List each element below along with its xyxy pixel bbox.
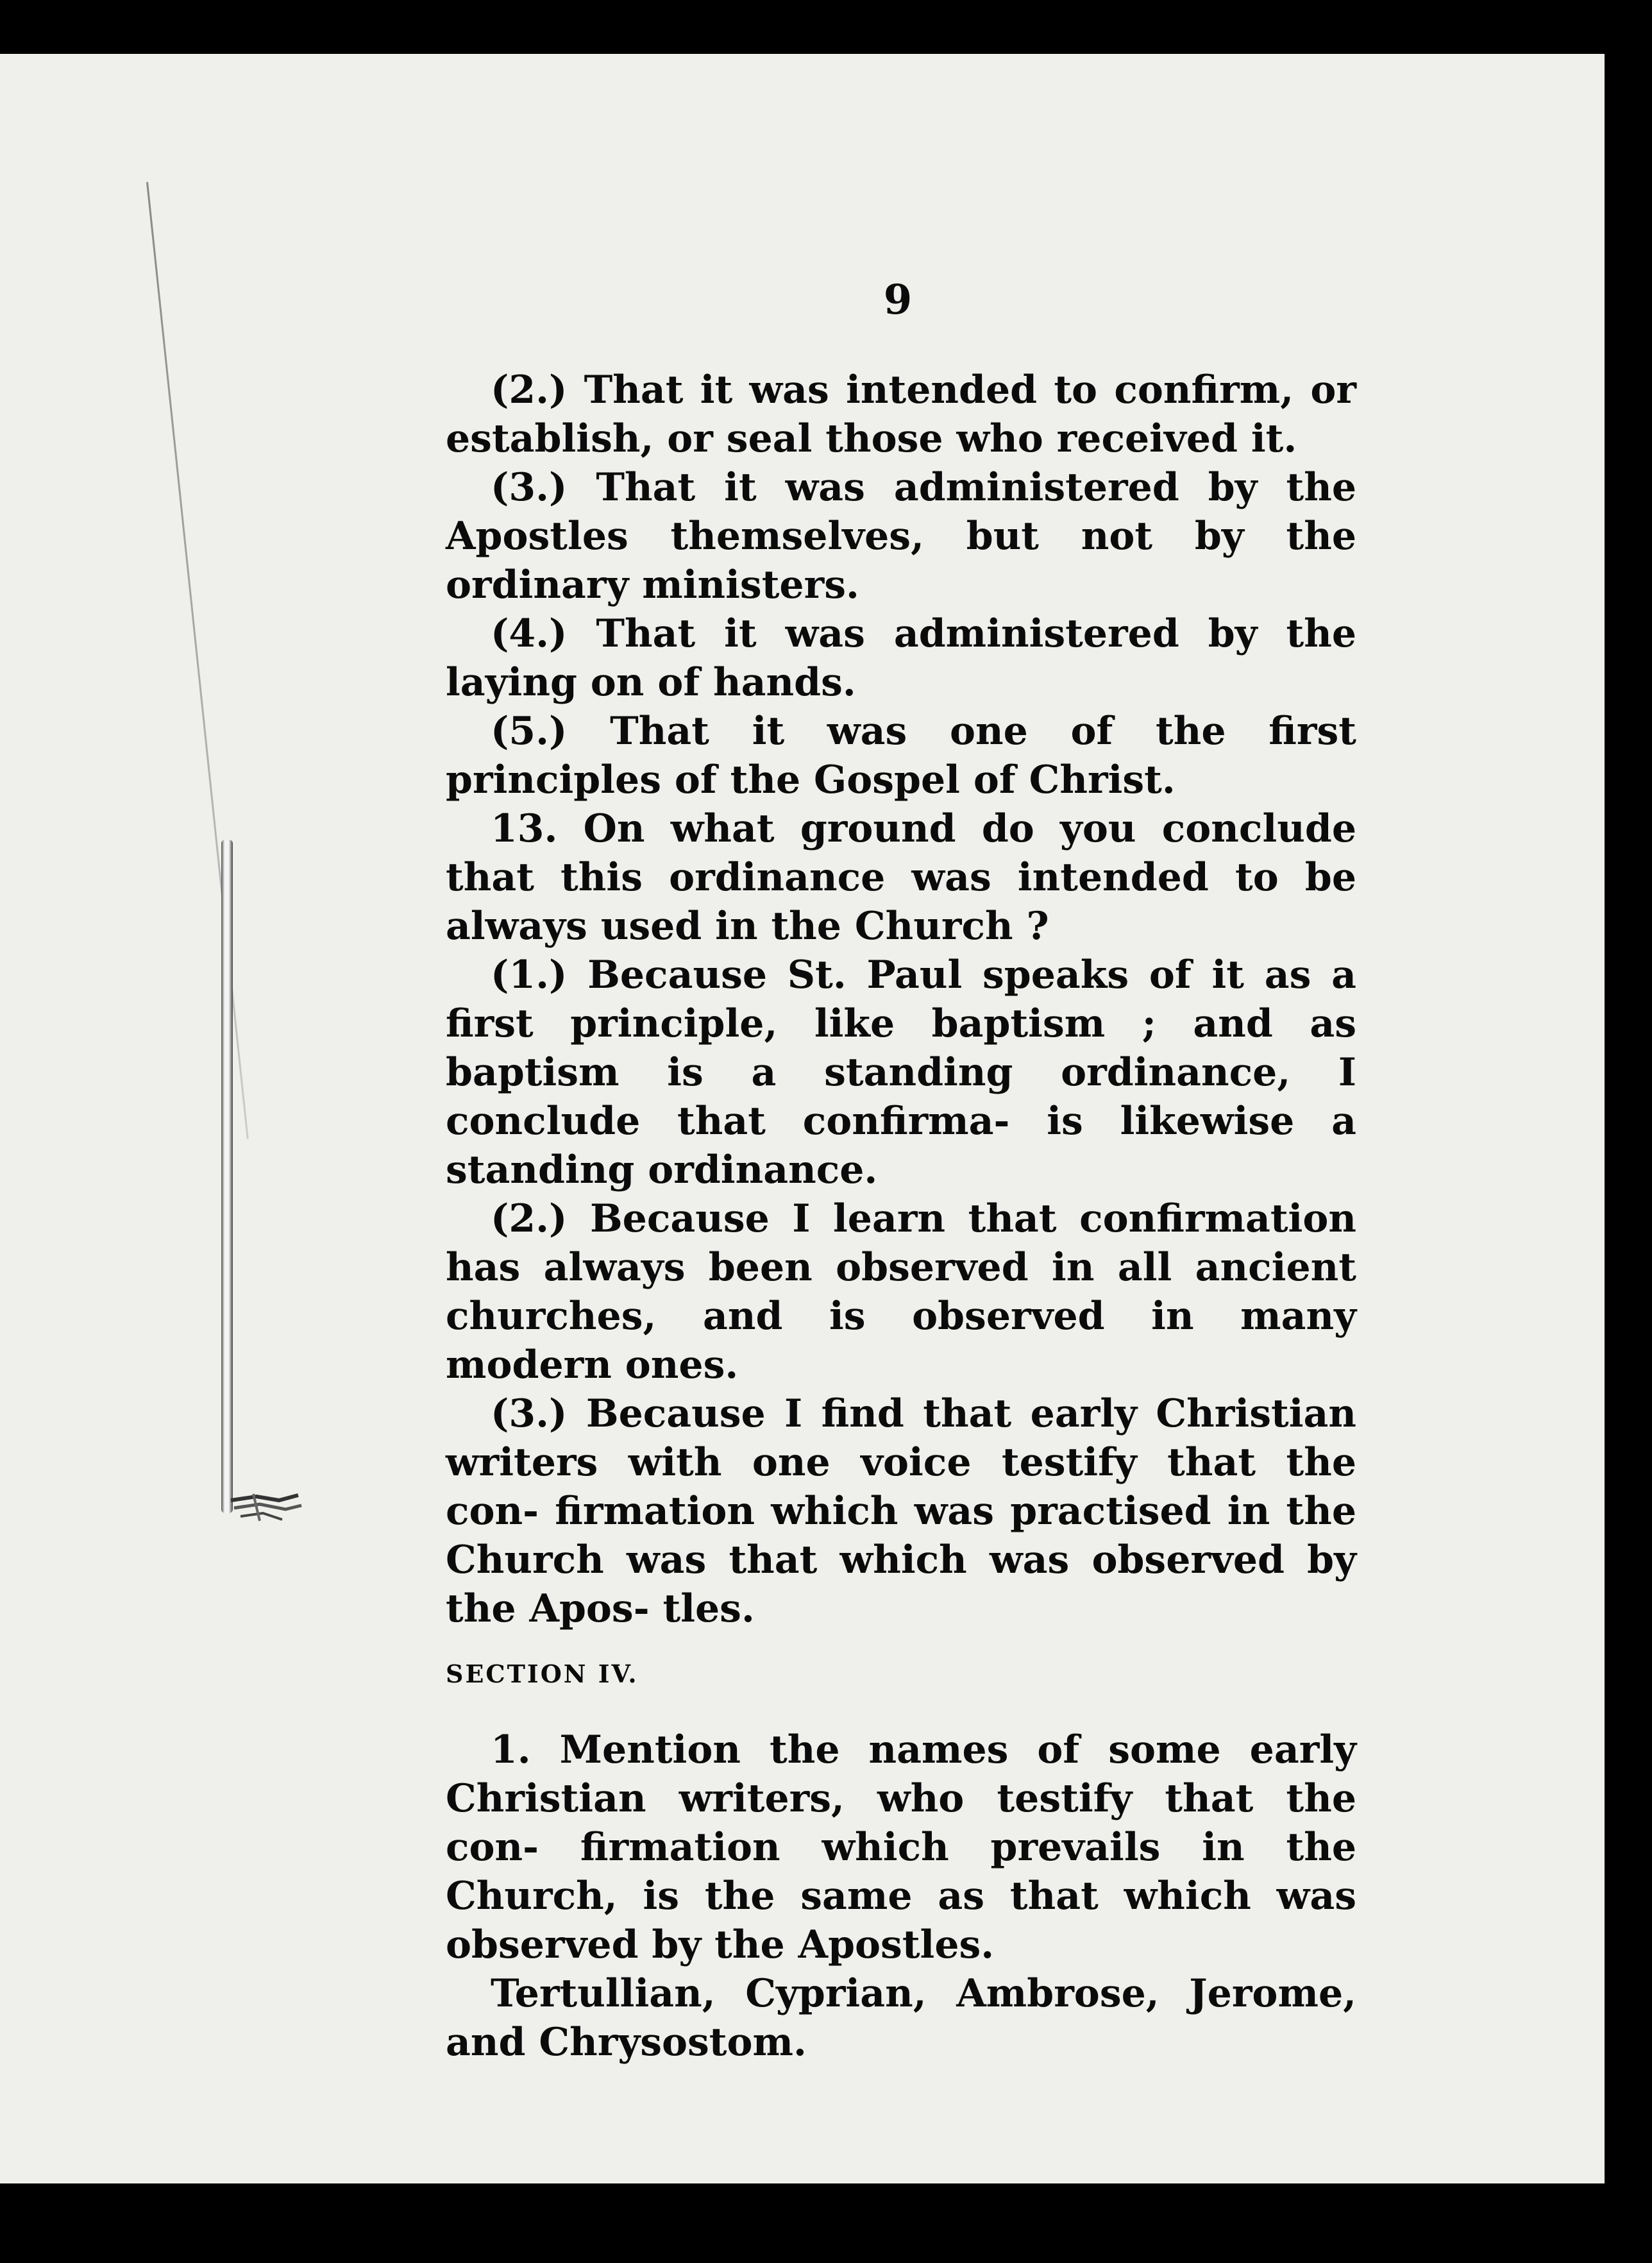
paragraph: (1.) Because St. Paul speaks of it as a first principle, like baptism ; and as baptism is a standing ordinance, I conclude that confirma- is likewise a standing ordinance. <box>446 953 1356 1192</box>
page-fold-line <box>146 182 249 1139</box>
answer-paragraph: Tertullian, Cyprian, Ambrose, Jerome, and Chrysostom. <box>446 1971 1356 2065</box>
page-number: 9 <box>883 276 913 324</box>
body-text <box>446 366 1356 2067</box>
paragraph: (3.) That it was administered by the Apostles themselves, but not by the ordinary ministers. <box>446 465 1356 607</box>
thread-knot-icon <box>228 1481 305 1532</box>
paragraph: (5.) That it was one of the first principles of the Gospel of Christ. <box>446 709 1356 802</box>
paragraph: (2.) That it was intended to confirm, or establish, or seal those who received it. <box>446 368 1356 461</box>
question-paragraph: 1. Mention the names of some early Christian writers, who testify that the con- firmation which prevails in the Church, is the same as that which was observed by the Apostles. <box>446 1727 1356 1967</box>
paragraph: (2.) Because I learn that confirmation has always been observed in all ancient churches, and is observed in many modern ones. <box>446 1196 1356 1387</box>
paragraph: (3.) Because I find that early Christian writers with one voice testify that the con- firmation which was practised in the Church was that which was observed by the Apos- tles. <box>446 1391 1356 1631</box>
question-paragraph: 13. On what ground do you conclude that this ordinance was intended to be always used in the Church ? <box>446 806 1356 949</box>
paragraph: (4.) That it was administered by the laying on of hands. <box>446 611 1356 705</box>
binding-thread <box>221 840 233 1513</box>
section-heading: SECTION IV. <box>446 1659 639 1688</box>
